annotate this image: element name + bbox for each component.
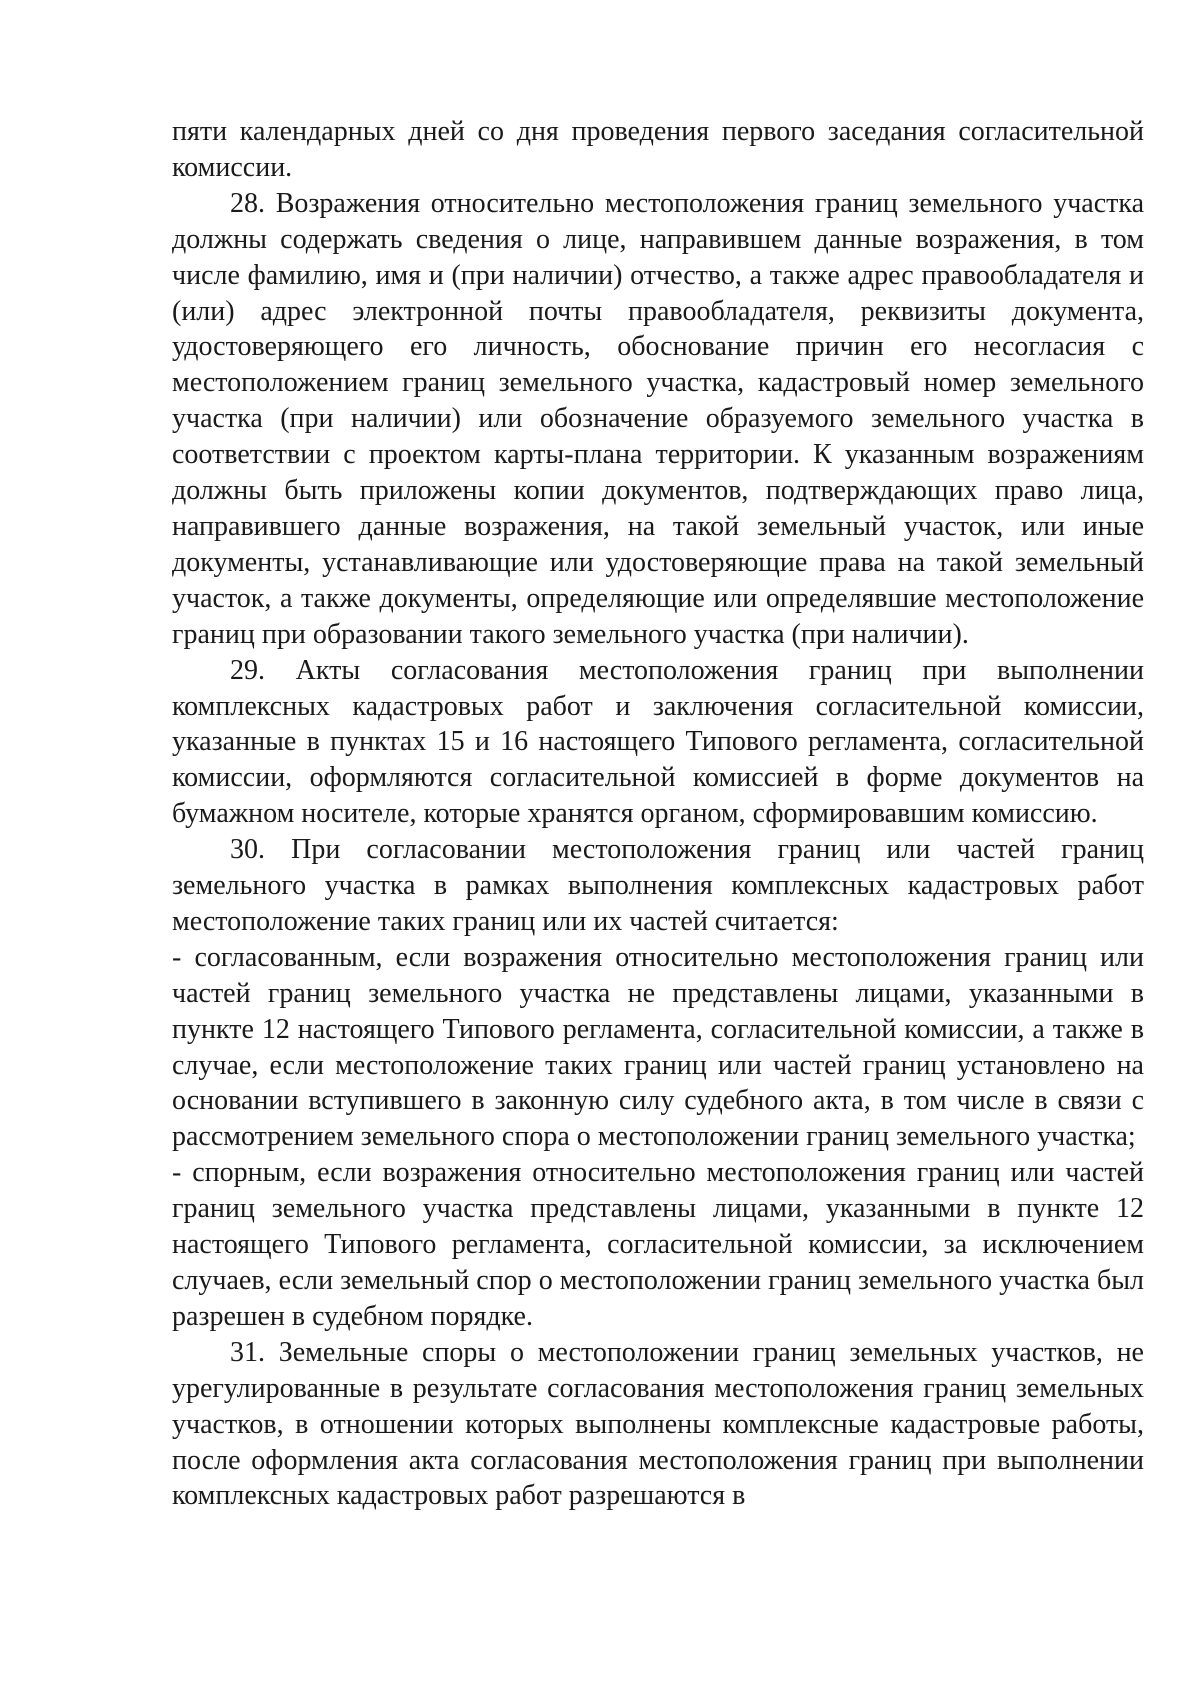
list-item-agreed: - согласованным, если возражения относительно местоположения границ или частей границ земельного участка не представлены лицами, указанными в пункте 12 настоящего Типового регламента, согласительной комиссии, а также в случае, если местоположение таких границ или частей границ установлено на основании вступившего в законную силу судебного акта, в том числе в связи с рассмотрением земельного спора о местоположении границ земельного участка;	[172, 941, 1144, 1153]
paragraph-30: 30. При согласовании местоположения границ или частей границ земельного участка в рамках выполнения комплексных кадастровых работ местоположение таких границ или их частей считается:	[172, 834, 1144, 937]
document-body	[172, 114, 1144, 1514]
paragraph-continuation: пяти календарных дней со дня проведения первого заседания согласительной комиссии.	[172, 116, 1144, 183]
paragraph-31: 31. Земельные споры о местоположении границ земельных участков, не урегулированные в результате согласования местоположения границ земельных участков, в отношении которых выполнены комплексные кадастровые работы, после оформления акта согласования местоположения границ при выполнении комплексных кадастровых работ разрешаются в	[172, 1336, 1144, 1512]
paragraph-28: 28. Возражения относительно местоположения границ земельного участка должны содержать сведения о лице, направившем данные возражения, в том числе фамилию, имя и (при наличии) отчество, а также адрес правообладателя и (или) адрес электронной почты правообладателя, реквизиты документа, удостоверяющего его личность, обоснование причин его несогласия с местоположением границ земельного участка, кадастровый номер земельного участка (при наличии) или обозначение образуемого земельного участка в соответствии с проектом карты-плана территории. К указанным возражениям должны быть приложены копии документов, подтверждающих право лица, направившего данные возражения, на такой земельный участок, или иные документы, устанавливающие или удостоверяющие права на такой земельный участок, а также документы, определяющие или определявшие местоположение границ при образовании такого земельного участка (при наличии).	[172, 187, 1144, 650]
list-item-disputed: - спорным, если возражения относительно местоположения границ или частей границ земельного участка представлены лицами, указанными в пункте 12 настоящего Типового регламента, согласительной комиссии, за исключением случаев, если земельный спор о местоположении границ земельного участка был разрешен в судебном порядке.	[172, 1157, 1144, 1332]
paragraph-29: 29. Акты согласования местоположения границ при выполнении комплексных кадастровых работ и заключения согласительной комиссии, указанные в пунктах 15 и 16 настоящего Типового регламента, согласительной комиссии, оформляются согласительной комиссией в форме документов на бумажном носителе, которые хранятся органом, сформировавшим комиссию.	[172, 654, 1144, 830]
